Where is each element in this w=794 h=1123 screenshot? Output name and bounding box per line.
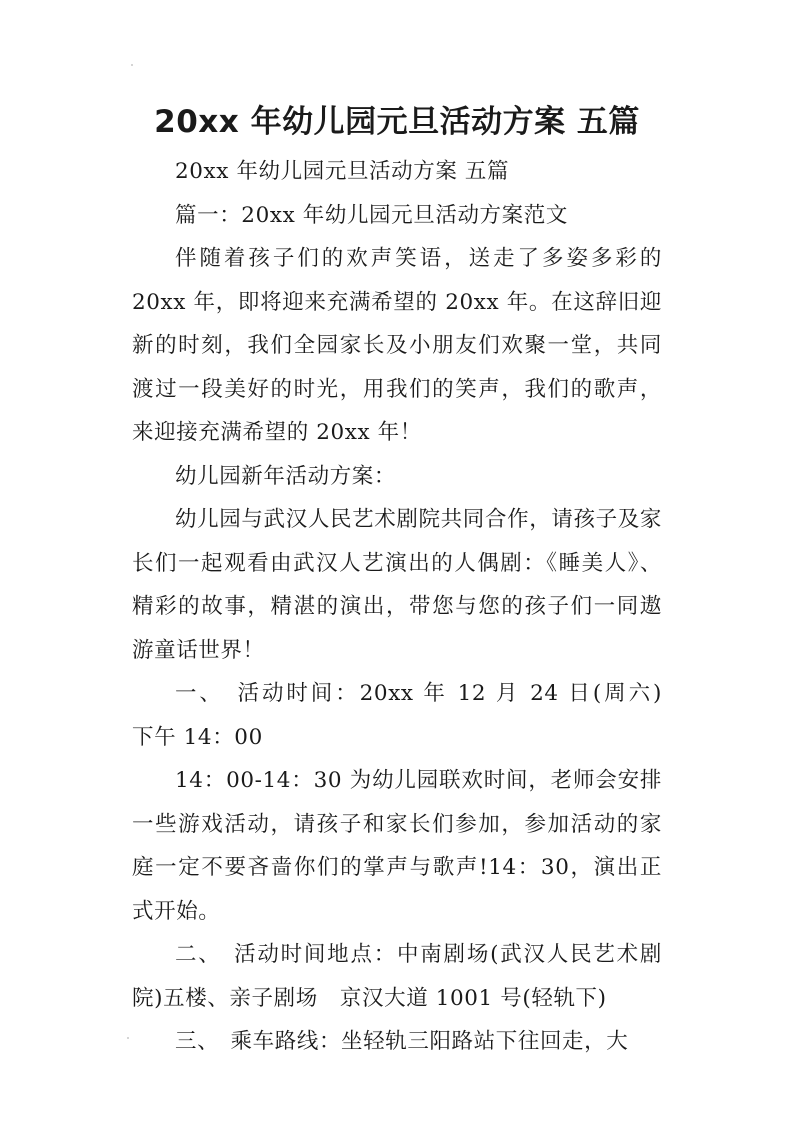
scan-speck <box>127 1037 129 1039</box>
document-title: 20xx 年幼儿园元旦活动方案 五篇 <box>154 104 640 140</box>
paragraph-cooperation: 幼儿园与武汉人民艺术剧院共同合作，请孩子及家长们一起观看由武汉人艺演出的人偶剧：《睡美人》、精彩的故事，精湛的演出，带您与您的孩子们一同遨游童话世界！ <box>132 507 662 663</box>
paragraph-intro: 伴随着孩子们的欢声笑语，送走了多姿多彩的 20xx 年，即将迎来充满希望的 20xx 年。在这辞旧迎新的时刻，我们全园家长及小朋友们欢聚一堂，共同渡过一段美好的时光，用我们的笑声，我们的歌声，来迎接充满希望的 20xx 年！ <box>132 246 662 445</box>
paragraph-subtitle: 20xx 年幼儿园元旦活动方案 五篇 <box>175 159 510 184</box>
document-body <box>132 150 685 1064</box>
scan-speck <box>131 64 133 66</box>
paragraph-schedule: 14：00-14：30 为幼儿园联欢时间，老师会安排一些游戏活动，请孩子和家长们参加，参加活动的家庭一定不要吝啬你们的掌声与歌声!14：30，演出正式开始。 <box>132 768 662 924</box>
paragraph-item-location: 二、 活动时间地点：中南剧场(武汉人民艺术剧院)五楼、亲子剧场 京汉大道 1001 号(轻轨下) <box>132 942 662 1011</box>
paragraph-plan-heading: 幼儿园新年活动方案： <box>175 463 397 489</box>
paragraph-item-route: 三、 乘车路线：坐轻轨三阳路站下往回走，大 <box>175 1029 629 1054</box>
paragraph-section-heading: 篇一：20xx 年幼儿园元旦活动方案范文 <box>175 202 568 228</box>
paragraph-item-time: 一、 活动时间：20xx 年 12 月 24 日(周六) 下午 14：00 <box>132 681 685 750</box>
